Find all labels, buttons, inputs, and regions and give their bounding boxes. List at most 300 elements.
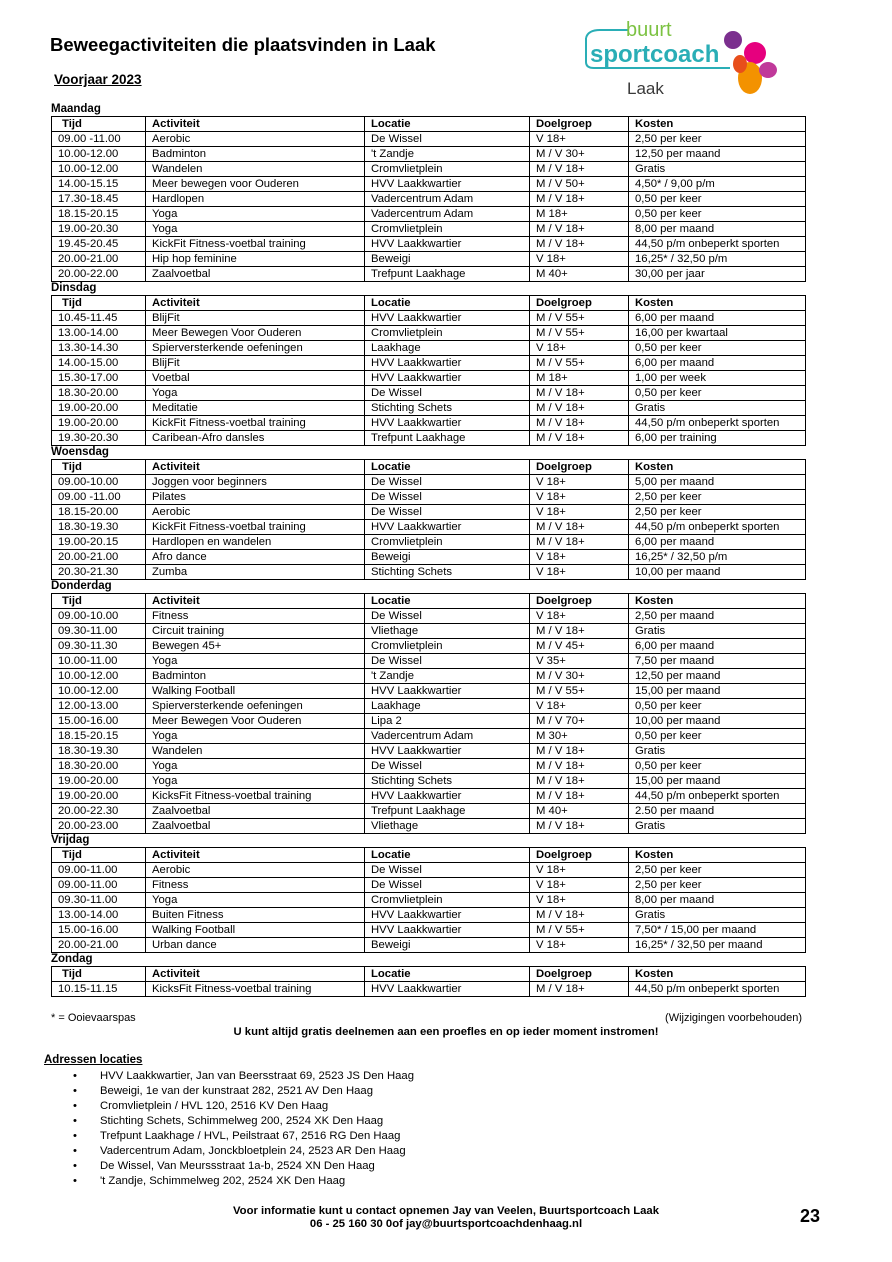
table-cell: 20.00-23.00: [52, 819, 146, 834]
column-header: Locatie: [365, 848, 530, 863]
table-cell: 20.00-21.00: [52, 252, 146, 267]
table-cell: 14.00-15.15: [52, 177, 146, 192]
logo-word-buurt: buurt: [626, 19, 672, 41]
column-header: Doelgroep: [530, 848, 629, 863]
table-cell: M 18+: [530, 371, 629, 386]
table-cell: Trefpunt Laakhage: [365, 804, 530, 819]
table-row: [52, 819, 806, 834]
table-cell: M / V 30+: [530, 669, 629, 684]
addresses-title: Adressen locaties: [44, 1054, 143, 1066]
column-header: Activiteit: [146, 117, 365, 132]
table-cell: 19.45-20.45: [52, 237, 146, 252]
table-cell: Yoga: [146, 774, 365, 789]
table-cell: 09.00-10.00: [52, 475, 146, 490]
table-cell: 19.00-20.00: [52, 774, 146, 789]
table-cell: 19.00-20.30: [52, 222, 146, 237]
table-cell: 19.00-20.00: [52, 401, 146, 416]
logo-bubble-pink: [759, 62, 777, 78]
table-cell: Gratis: [629, 162, 806, 177]
table-cell: M 30+: [530, 729, 629, 744]
table-row: [52, 878, 806, 893]
logo-bubble-purple: [724, 31, 742, 49]
table-cell: Yoga: [146, 759, 365, 774]
table-row: [52, 207, 806, 222]
table-row: [52, 624, 806, 639]
table-cell: M / V 18+: [530, 759, 629, 774]
table-cell: Fitness: [146, 609, 365, 624]
table-cell: V 18+: [530, 938, 629, 953]
table-cell: M / V 30+: [530, 147, 629, 162]
table-row: [52, 356, 806, 371]
table-cell: 15.00-16.00: [52, 923, 146, 938]
table-cell: De Wissel: [365, 654, 530, 669]
table-cell: 0,50 per keer: [629, 759, 806, 774]
page-subtitle: Voorjaar 2023: [54, 72, 142, 87]
table-cell: Trefpunt Laakhage: [365, 431, 530, 446]
table-cell: Badminton: [146, 669, 365, 684]
table-cell: 20.30-21.30: [52, 565, 146, 580]
table-cell: M / V 18+: [530, 982, 629, 997]
table-cell: M 40+: [530, 267, 629, 282]
table-cell: 44,50 p/m onbeperkt sporten: [629, 520, 806, 535]
table-cell: De Wissel: [365, 878, 530, 893]
table-cell: 10.00-12.00: [52, 162, 146, 177]
table-row: [52, 192, 806, 207]
table-cell: Hip hop feminine: [146, 252, 365, 267]
table-cell: 09.00-11.00: [52, 878, 146, 893]
table-cell: Gratis: [629, 401, 806, 416]
table-cell: Gratis: [629, 624, 806, 639]
table-cell: M 40+: [530, 804, 629, 819]
column-header: Kosten: [629, 117, 806, 132]
table-cell: 44,50 p/m onbeperkt sporten: [629, 982, 806, 997]
table-cell: 16,00 per kwartaal: [629, 326, 806, 341]
table-cell: 17.30-18.45: [52, 192, 146, 207]
table-cell: 't Zandje: [365, 147, 530, 162]
address-list: [73, 1069, 414, 1189]
table-cell: HVV Laakkwartier: [365, 237, 530, 252]
column-header: Kosten: [629, 460, 806, 475]
table-row: [52, 311, 806, 326]
table-cell: HVV Laakkwartier: [365, 416, 530, 431]
table-cell: 14.00-15.00: [52, 356, 146, 371]
table-cell: M / V 18+: [530, 222, 629, 237]
table-cell: De Wissel: [365, 609, 530, 624]
table-cell: 6,00 per maand: [629, 535, 806, 550]
table-cell: M / V 18+: [530, 416, 629, 431]
table-row: [52, 371, 806, 386]
table-cell: M 18+: [530, 207, 629, 222]
table-cell: M / V 18+: [530, 386, 629, 401]
table-cell: Gratis: [629, 819, 806, 834]
table-row: [52, 669, 806, 684]
table-cell: 13.30-14.30: [52, 341, 146, 356]
table-cell: 6,00 per training: [629, 431, 806, 446]
table-cell: 2,50 per keer: [629, 878, 806, 893]
address-item: • Stichting Schets, Schimmelweg 200, 2524 XK Den Haag: [73, 1114, 414, 1129]
table-cell: V 18+: [530, 490, 629, 505]
table-cell: Zaalvoetbal: [146, 267, 365, 282]
table-cell: Vliethage: [365, 624, 530, 639]
table-cell: 44,50 p/m onbeperkt sporten: [629, 416, 806, 431]
table-cell: 2,50 per keer: [629, 490, 806, 505]
column-header: Kosten: [629, 296, 806, 311]
table-cell: Hardlopen: [146, 192, 365, 207]
table-cell: De Wissel: [365, 132, 530, 147]
table-row: [52, 252, 806, 267]
table-cell: 09.00-10.00: [52, 609, 146, 624]
table-row: [52, 505, 806, 520]
table-cell: 09.30-11.00: [52, 624, 146, 639]
header-row: [52, 296, 806, 311]
table-cell: V 18+: [530, 550, 629, 565]
table-cell: Meditatie: [146, 401, 365, 416]
table-cell: 20.00-22.30: [52, 804, 146, 819]
table-cell: M / V 55+: [530, 923, 629, 938]
table-row: [52, 938, 806, 953]
table-cell: 6,00 per maand: [629, 356, 806, 371]
table-cell: Meer Bewegen Voor Ouderen: [146, 714, 365, 729]
table-cell: Cromvlietplein: [365, 535, 530, 550]
table-cell: Zaalvoetbal: [146, 819, 365, 834]
table-row: [52, 774, 806, 789]
table-cell: 44,50 p/m onbeperkt sporten: [629, 789, 806, 804]
table-row: [52, 222, 806, 237]
address-item: • Trefpunt Laakhage / HVL, Peilstraat 67, 2516 RG Den Haag: [73, 1129, 414, 1144]
table-cell: Aerobic: [146, 863, 365, 878]
table-cell: Spierversterkende oefeningen: [146, 699, 365, 714]
table-cell: V 35+: [530, 654, 629, 669]
table-cell: Laakhage: [365, 341, 530, 356]
table-cell: Walking Football: [146, 923, 365, 938]
table-row: [52, 863, 806, 878]
table-cell: Cromvlietplein: [365, 222, 530, 237]
table-cell: HVV Laakkwartier: [365, 908, 530, 923]
table-cell: M / V 18+: [530, 624, 629, 639]
table-cell: M / V 18+: [530, 162, 629, 177]
table-cell: Gratis: [629, 744, 806, 759]
table-cell: Bewegen 45+: [146, 639, 365, 654]
table-cell: Fitness: [146, 878, 365, 893]
table-cell: HVV Laakkwartier: [365, 789, 530, 804]
table-cell: 15.30-17.00: [52, 371, 146, 386]
table-cell: 10,00 per maand: [629, 714, 806, 729]
table-cell: Beweigi: [365, 252, 530, 267]
table-cell: M / V 18+: [530, 819, 629, 834]
table-cell: Hardlopen en wandelen: [146, 535, 365, 550]
table-cell: 6,00 per maand: [629, 311, 806, 326]
table-cell: M / V 18+: [530, 744, 629, 759]
day-label: Donderdag: [51, 580, 112, 592]
table-cell: Yoga: [146, 729, 365, 744]
trial-notice: U kunt altijd gratis deelnemen aan een proefles en op ieder moment instromen!: [233, 1026, 659, 1038]
table-cell: BlijFit: [146, 356, 365, 371]
table-cell: 2,50 per keer: [629, 132, 806, 147]
table-cell: De Wissel: [365, 475, 530, 490]
table-cell: 44,50 p/m onbeperkt sporten: [629, 237, 806, 252]
table-cell: 09.00 -11.00: [52, 490, 146, 505]
table-cell: Stichting Schets: [365, 774, 530, 789]
table-cell: Buiten Fitness: [146, 908, 365, 923]
table-cell: Afro dance: [146, 550, 365, 565]
column-header: Doelgroep: [530, 117, 629, 132]
table-cell: Pilates: [146, 490, 365, 505]
schedule-table: [51, 295, 806, 446]
table-cell: 10,00 per maand: [629, 565, 806, 580]
header-row: [52, 967, 806, 982]
table-cell: Cromvlietplein: [365, 162, 530, 177]
table-cell: 6,00 per maand: [629, 639, 806, 654]
table-row: [52, 609, 806, 624]
table-row: [52, 908, 806, 923]
column-header: Tijd: [52, 848, 146, 863]
table-cell: 10.15-11.15: [52, 982, 146, 997]
table-cell: M / V 18+: [530, 237, 629, 252]
table-row: [52, 326, 806, 341]
table-row: [52, 714, 806, 729]
table-cell: Vadercentrum Adam: [365, 192, 530, 207]
table-cell: 09.00 -11.00: [52, 132, 146, 147]
column-header: Locatie: [365, 117, 530, 132]
table-cell: Spierversterkende oefeningen: [146, 341, 365, 356]
column-header: Activiteit: [146, 296, 365, 311]
logo-bubble-red: [733, 55, 747, 73]
table-cell: 0,50 per keer: [629, 192, 806, 207]
table-cell: De Wissel: [365, 863, 530, 878]
address-item: • Vadercentrum Adam, Jonckbloetplein 24, 2523 AR Den Haag: [73, 1144, 414, 1159]
table-row: [52, 177, 806, 192]
table-cell: HVV Laakkwartier: [365, 311, 530, 326]
table-cell: Trefpunt Laakhage: [365, 267, 530, 282]
table-cell: 10.00-11.00: [52, 654, 146, 669]
table-cell: V 18+: [530, 341, 629, 356]
table-cell: M / V 18+: [530, 774, 629, 789]
table-cell: Caribean-Afro dansles: [146, 431, 365, 446]
table-cell: 18.30-20.00: [52, 759, 146, 774]
column-header: Activiteit: [146, 848, 365, 863]
address-item: • Cromvlietplein / HVL 120, 2516 KV Den Haag: [73, 1099, 414, 1114]
table-cell: 18.15-20.00: [52, 505, 146, 520]
table-cell: 15.00-16.00: [52, 714, 146, 729]
table-cell: 19.00-20.15: [52, 535, 146, 550]
table-cell: 2,50 per keer: [629, 863, 806, 878]
table-cell: 7,50* / 15,00 per maand: [629, 923, 806, 938]
table-cell: KickFit Fitness-voetbal training: [146, 416, 365, 431]
day-label: Woensdag: [51, 446, 109, 458]
table-cell: 09.00-11.00: [52, 863, 146, 878]
column-header: Locatie: [365, 296, 530, 311]
column-header: Kosten: [629, 967, 806, 982]
table-cell: M / V 55+: [530, 326, 629, 341]
table-cell: V 18+: [530, 252, 629, 267]
table-cell: Yoga: [146, 386, 365, 401]
table-cell: 0,50 per keer: [629, 699, 806, 714]
table-cell: Meer bewegen voor Ouderen: [146, 177, 365, 192]
column-header: Tijd: [52, 117, 146, 132]
page-title: Beweegactiviteiten die plaatsvinden in Laak: [50, 34, 436, 55]
buurtsportcoach-logo: [580, 16, 780, 100]
table-cell: Joggen voor beginners: [146, 475, 365, 490]
table-cell: M / V 18+: [530, 908, 629, 923]
table-cell: 0,50 per keer: [629, 341, 806, 356]
table-cell: HVV Laakkwartier: [365, 744, 530, 759]
table-cell: V 18+: [530, 878, 629, 893]
table-row: [52, 923, 806, 938]
table-cell: M / V 55+: [530, 356, 629, 371]
table-cell: Zaalvoetbal: [146, 804, 365, 819]
table-row: [52, 639, 806, 654]
table-row: [52, 431, 806, 446]
table-cell: Cromvlietplein: [365, 639, 530, 654]
table-cell: Walking Football: [146, 684, 365, 699]
column-header: Locatie: [365, 967, 530, 982]
table-cell: HVV Laakkwartier: [365, 356, 530, 371]
column-header: Locatie: [365, 460, 530, 475]
table-cell: Aerobic: [146, 505, 365, 520]
header-row: [52, 594, 806, 609]
schedule: [51, 103, 805, 997]
table-row: [52, 490, 806, 505]
table-row: [52, 759, 806, 774]
column-header: Locatie: [365, 594, 530, 609]
table-cell: Beweigi: [365, 938, 530, 953]
table-row: [52, 132, 806, 147]
column-header: Doelgroep: [530, 594, 629, 609]
table-cell: 18.15-20.15: [52, 207, 146, 222]
column-header: Doelgroep: [530, 967, 629, 982]
page-number: 23: [800, 1206, 821, 1226]
table-cell: Beweigi: [365, 550, 530, 565]
table-cell: M / V 18+: [530, 431, 629, 446]
table-row: [52, 147, 806, 162]
table-cell: 30,00 per jaar: [629, 267, 806, 282]
table-cell: 2,50 per keer: [629, 505, 806, 520]
table-cell: 18.30-19.30: [52, 744, 146, 759]
table-cell: 5,00 per maand: [629, 475, 806, 490]
table-cell: 15,00 per maand: [629, 684, 806, 699]
table-cell: Stichting Schets: [365, 401, 530, 416]
table-cell: 19.00-20.00: [52, 416, 146, 431]
table-cell: 2,50 per maand: [629, 609, 806, 624]
table-cell: Laakhage: [365, 699, 530, 714]
table-cell: 19.30-20.30: [52, 431, 146, 446]
table-cell: Yoga: [146, 654, 365, 669]
table-row: [52, 535, 806, 550]
table-cell: M / V 18+: [530, 192, 629, 207]
table-row: [52, 162, 806, 177]
table-row: [52, 520, 806, 535]
table-cell: 09.30-11.30: [52, 639, 146, 654]
table-cell: 18.30-19.30: [52, 520, 146, 535]
day-label: Dinsdag: [51, 282, 97, 294]
table-row: [52, 475, 806, 490]
table-cell: 0,50 per keer: [629, 729, 806, 744]
logo-bubble-magenta: [744, 42, 766, 64]
table-cell: Wandelen: [146, 162, 365, 177]
table-row: [52, 565, 806, 580]
table-cell: De Wissel: [365, 386, 530, 401]
table-cell: Yoga: [146, 207, 365, 222]
table-cell: M / V 18+: [530, 535, 629, 550]
table-cell: Voetbal: [146, 371, 365, 386]
table-row: [52, 982, 806, 997]
day-label: Vrijdag: [51, 834, 90, 846]
table-cell: Gratis: [629, 908, 806, 923]
address-item: • HVV Laakkwartier, Jan van Beersstraat 69, 2523 JS Den Haag: [73, 1069, 414, 1084]
header-row: [52, 460, 806, 475]
address-item: • De Wissel, Van Meurssstraat 1a-b, 2524 XN Den Haag: [73, 1159, 414, 1174]
table-cell: KickFit Fitness-voetbal training: [146, 520, 365, 535]
table-cell: Wandelen: [146, 744, 365, 759]
logo-word-laak: Laak: [627, 79, 664, 98]
address-item: • Beweigi, 1e van der kunstraat 282, 2521 AV Den Haag: [73, 1084, 414, 1099]
table-row: [52, 654, 806, 669]
table-cell: Meer Bewegen Voor Ouderen: [146, 326, 365, 341]
table-cell: M / V 50+: [530, 177, 629, 192]
table-row: [52, 893, 806, 908]
table-cell: 0,50 per keer: [629, 207, 806, 222]
table-cell: 0,50 per keer: [629, 386, 806, 401]
table-cell: 10.45-11.45: [52, 311, 146, 326]
table-cell: 20.00-21.00: [52, 550, 146, 565]
table-cell: HVV Laakkwartier: [365, 982, 530, 997]
footnote: * = Ooievaarspas: [51, 1012, 136, 1024]
column-header: Tijd: [52, 296, 146, 311]
table-cell: V 18+: [530, 132, 629, 147]
table-cell: KickFit Fitness-voetbal training: [146, 237, 365, 252]
header-row: [52, 117, 806, 132]
table-cell: Circuit training: [146, 624, 365, 639]
schedule-table: [51, 459, 806, 580]
table-cell: M / V 45+: [530, 639, 629, 654]
table-cell: M / V 18+: [530, 401, 629, 416]
table-cell: 2.50 per maand: [629, 804, 806, 819]
table-cell: 20.00-22.00: [52, 267, 146, 282]
table-row: [52, 804, 806, 819]
contact-info: [0, 1205, 892, 1231]
table-cell: HVV Laakkwartier: [365, 520, 530, 535]
table-cell: Stichting Schets: [365, 565, 530, 580]
table-cell: HVV Laakkwartier: [365, 371, 530, 386]
table-cell: Badminton: [146, 147, 365, 162]
table-cell: 16,25* / 32,50 p/m: [629, 252, 806, 267]
address-item: • 't Zandje, Schimmelweg 202, 2524 XK Den Haag: [73, 1174, 414, 1189]
day-label: Zondag: [51, 953, 93, 965]
column-header: Tijd: [52, 460, 146, 475]
table-cell: Vadercentrum Adam: [365, 207, 530, 222]
table-cell: 15,00 per maand: [629, 774, 806, 789]
table-cell: V 18+: [530, 505, 629, 520]
table-cell: Vliethage: [365, 819, 530, 834]
table-cell: 12.00-13.00: [52, 699, 146, 714]
table-cell: 10.00-12.00: [52, 147, 146, 162]
table-row: [52, 386, 806, 401]
table-cell: 09.30-11.00: [52, 893, 146, 908]
table-cell: V 18+: [530, 699, 629, 714]
table-cell: 13.00-14.00: [52, 326, 146, 341]
table-cell: V 18+: [530, 475, 629, 490]
table-cell: 10.00-12.00: [52, 684, 146, 699]
table-cell: Yoga: [146, 222, 365, 237]
table-cell: 12,50 per maand: [629, 147, 806, 162]
table-cell: Cromvlietplein: [365, 326, 530, 341]
table-row: [52, 267, 806, 282]
table-row: [52, 237, 806, 252]
column-header: Kosten: [629, 848, 806, 863]
column-header: Activiteit: [146, 460, 365, 475]
table-cell: V 18+: [530, 565, 629, 580]
table-cell: Vadercentrum Adam: [365, 729, 530, 744]
